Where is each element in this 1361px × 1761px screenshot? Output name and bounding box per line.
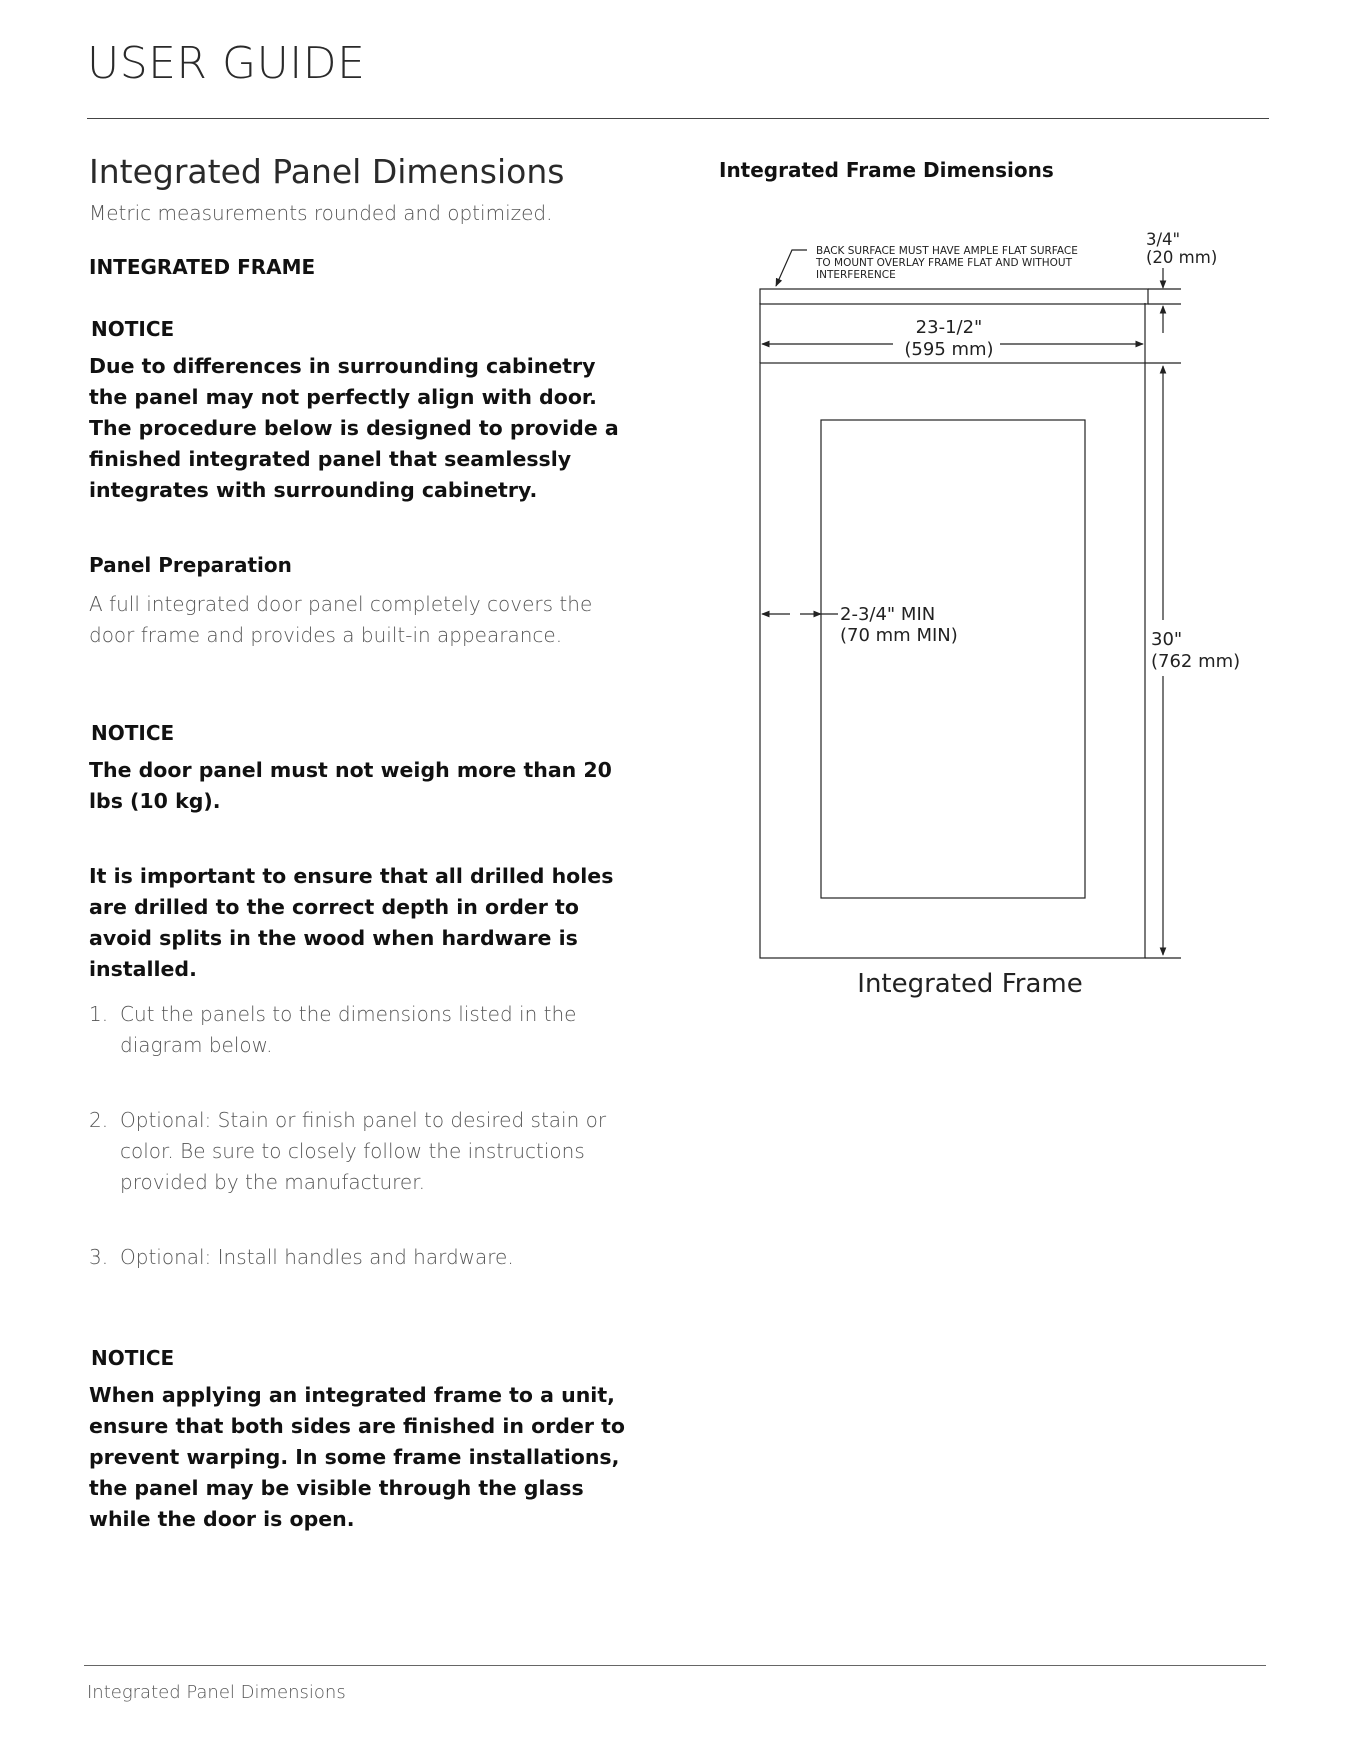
panel-preparation-heading: Panel Preparation [89, 553, 292, 577]
note-text-line3: INTERFERENCE [816, 269, 896, 281]
frame-side-view [760, 289, 1148, 304]
note-text-line1: BACK SURFACE MUST HAVE AMPLE FLAT SURFACE [816, 245, 1078, 257]
notice-label-2: NOTICE [91, 721, 175, 745]
height-mm: (762 mm) [1151, 651, 1241, 672]
note-text-line2: TO MOUNT OVERLAY FRAME FLAT AND WITHOUT [816, 257, 1073, 269]
notice-text-1: Due to differences in surrounding cabinetry the panel may not perfectly align with door. The procedure below is designed to provide a finished integrated panel that seamlessly integrates with surrounding cabinetry. [89, 354, 619, 502]
height-inches: 30" [1151, 629, 1183, 650]
step-text: Cut the panels to the dimensions listed in the diagram below. [120, 1002, 577, 1057]
step-number: 1. [89, 1002, 109, 1026]
integrated-frame-heading: INTEGRATED FRAME [89, 255, 316, 279]
width-inches: 23-1/2" [915, 317, 983, 338]
notice-label-1: NOTICE [91, 317, 175, 341]
thickness-inches: 3/4" [1146, 230, 1181, 249]
step-text: Optional: Stain or finish panel to desired stain or color. Be sure to closely follow the instructions provided by the manufacturer. [120, 1108, 607, 1194]
section-subtitle: Metric measurements rounded and optimized. [89, 201, 553, 225]
panel-preparation-text: A full integrated door panel completely covers the door frame and provides a built-in appearance. [89, 592, 593, 647]
step-text: Optional: Install handles and hardware. [120, 1245, 514, 1269]
section-title: Integrated Panel Dimensions [89, 152, 565, 191]
notice-label-3: NOTICE [91, 1346, 175, 1370]
footer-divider [84, 1665, 1266, 1666]
step-number: 2. [89, 1108, 109, 1132]
inner-opening [821, 420, 1085, 898]
note-leader [776, 250, 807, 286]
page-header-title: USER GUIDE [87, 38, 366, 89]
thickness-mm: (20 mm) [1146, 248, 1218, 267]
step-number: 3. [89, 1245, 109, 1269]
notice-text-2a: The door panel must not weigh more than 20 lbs (10 kg). [89, 758, 612, 813]
border-mm: (70 mm MIN) [840, 625, 958, 646]
notice-text-3: When applying an integrated frame to a unit, ensure that both sides are finished in order to prevent warping. In some frame installations, the panel may be visible through the glass while the door is open. [89, 1383, 626, 1531]
diagram-title: Integrated Frame Dimensions [719, 158, 1054, 182]
footer-text: Integrated Panel Dimensions [87, 1682, 346, 1703]
diagram-caption: Integrated Frame [857, 969, 1083, 999]
border-inches: 2-3/4" MIN [840, 604, 936, 625]
outer-frame [760, 363, 1145, 958]
width-mm: (595 mm) [904, 339, 994, 360]
notice-text-2b: It is important to ensure that all drilled holes are drilled to the correct depth in order to avoid splits in the wood when hardware is installed. [89, 864, 614, 981]
